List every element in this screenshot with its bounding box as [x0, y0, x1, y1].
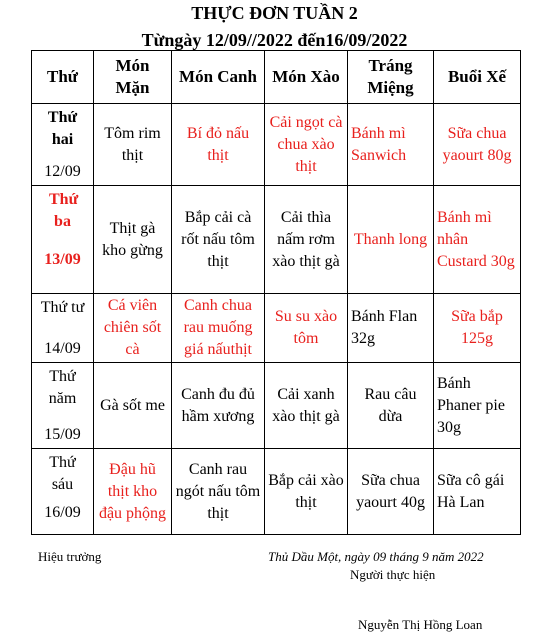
table-row	[32, 449, 521, 535]
day-date: 15/09	[44, 426, 81, 443]
day-name: Thứ ba	[49, 191, 79, 230]
stir-fry-cell: Cải thìa nấm rơm xào thịt gà	[265, 186, 348, 294]
day-date: 12/09	[44, 163, 81, 180]
snack-cell: Bánh mì nhân Custard 30g	[434, 186, 521, 294]
day-cell	[32, 186, 94, 294]
day-name: Thứ năm	[48, 368, 77, 407]
dessert-cell: Sữa chua yaourt 40g	[348, 449, 434, 535]
day-name: Thứ sáu	[49, 454, 76, 493]
snack-cell: Sữa chua yaourt 80g	[434, 104, 521, 186]
menu-table	[31, 50, 521, 535]
header-main-dish: Món Mặn	[94, 51, 172, 104]
table-row	[32, 363, 521, 449]
day-cell	[32, 294, 94, 363]
dessert-cell: Rau câu dừa	[348, 363, 434, 449]
snack-cell: Bánh Phaner pie 30g	[434, 363, 521, 449]
soup-cell: Canh chua rau muống giá nấuthịt	[172, 294, 265, 363]
table-row	[32, 186, 521, 294]
day-cell	[32, 104, 94, 186]
day-date: 16/09	[44, 504, 81, 521]
main-dish-cell: Thịt gà kho gừng	[94, 186, 172, 294]
preparer-name: Nguyễn Thị Hồng Loan	[358, 617, 483, 632]
day-date: 14/09	[44, 340, 81, 357]
stir-fry-cell: Cải ngọt cà chua xào thịt	[265, 104, 348, 186]
table-row	[32, 104, 521, 186]
preparer-role: Người thực hiện	[350, 567, 436, 582]
day-cell	[32, 363, 94, 449]
soup-cell: Canh rau ngót nấu tôm thịt	[172, 449, 265, 535]
header-day: Thứ	[32, 51, 94, 104]
day-date: 13/09	[44, 251, 81, 268]
main-dish-cell: Đậu hũ thịt kho đậu phộng	[94, 449, 172, 535]
header-afternoon-snack: Buổi Xế	[434, 51, 521, 104]
stir-fry-cell: Bắp cải xào thịt	[265, 449, 348, 535]
day-name: Thứ tư	[40, 299, 85, 316]
day-name: Thứ hai	[47, 109, 78, 148]
header-dessert: Tráng Miệng	[348, 51, 434, 104]
principal-label: Hiệu trưởng	[38, 549, 102, 564]
date-range: Từngày 12/09//2022 đến16/09/2022	[141, 30, 408, 50]
soup-cell: Canh đu đủ hầm xương	[172, 363, 265, 449]
dessert-cell: Bánh mì Sanwich	[348, 104, 434, 186]
soup-cell: Bí đỏ nấu thịt	[172, 104, 265, 186]
header-row	[32, 51, 521, 104]
stir-fry-cell: Su su xào tôm	[265, 294, 348, 363]
dessert-cell: Bánh Flan 32g	[348, 294, 434, 363]
soup-cell: Bắp cải cà rốt nấu tôm thịt	[172, 186, 265, 294]
header-stir-fry: Món Xào	[265, 51, 348, 104]
snack-cell: Sữa cô gái Hà Lan	[434, 449, 521, 535]
main-dish-cell: Tôm rim thịt	[94, 104, 172, 186]
dessert-cell: Thanh long	[348, 186, 434, 294]
main-dish-cell: Cá viên chiên sốt cà	[94, 294, 172, 363]
day-cell	[32, 449, 94, 535]
place-date: Thủ Dầu Một, ngày 09 tháng 9 năm 2022	[268, 549, 484, 564]
main-dish-cell: Gà sốt me	[94, 363, 172, 449]
table-row	[32, 294, 521, 363]
stir-fry-cell: Cải xanh xào thịt gà	[265, 363, 348, 449]
page-title: THỰC ĐƠN TUẦN 2	[191, 3, 358, 23]
snack-cell: Sữa bắp 125g	[434, 294, 521, 363]
header-soup: Món Canh	[172, 51, 265, 104]
